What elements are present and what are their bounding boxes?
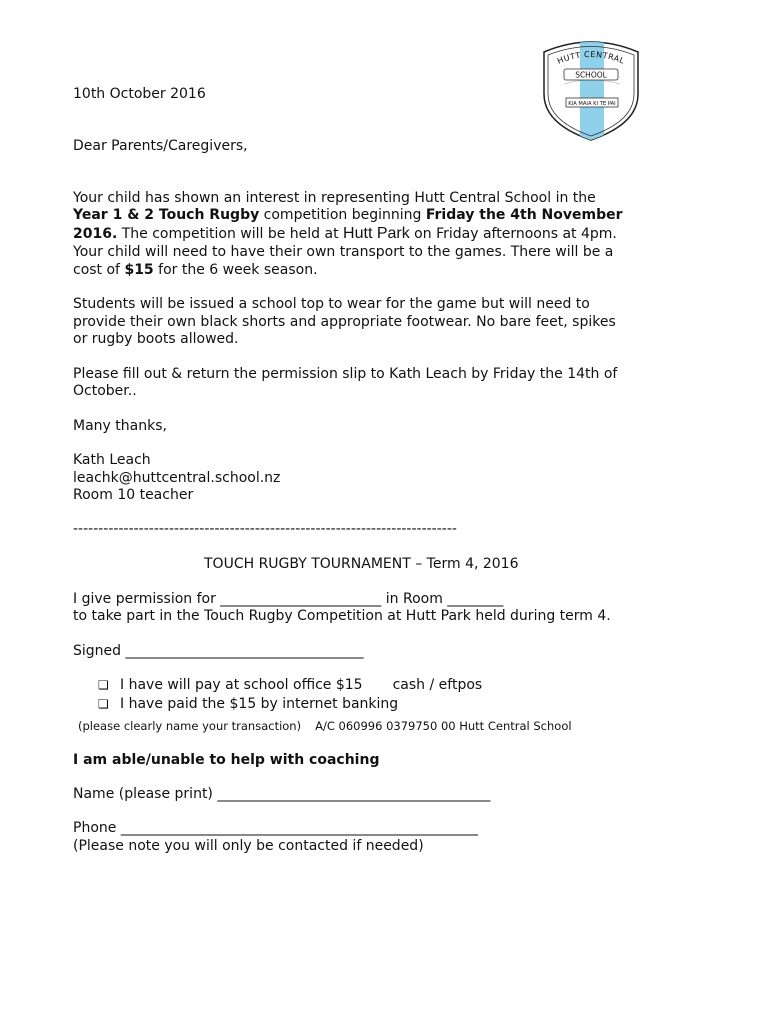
permission-line-2: to take part in the Touch Rugby Competition at Hutt Park held during term 4. (73, 608, 611, 624)
letter-date: 10th October 2016 (73, 86, 206, 102)
signature-room: Room 10 teacher (73, 487, 194, 503)
paragraph-2-line-1: Students will be issued a school top to wear for the game but will need to (73, 296, 590, 312)
signature-email: leachk@huttcentral.school.nz (73, 470, 281, 486)
svg-text:KIA MAIA KI TE PAI: KIA MAIA KI TE PAI (568, 101, 616, 107)
transaction-note: (please clearly name your transaction) A/C 060996 0379750 00 Hutt Central School (78, 719, 572, 733)
paragraph-2-line-3: or rugby boots allowed. (73, 331, 239, 347)
paragraph-1-line-2: Year 1 & 2 Touch Rugby competition beginning Friday the 4th November (73, 207, 623, 223)
svg-text:HUTT CENTRAL: HUTT CENTRAL (556, 49, 626, 66)
slip-title: TOUCH RUGBY TOURNAMENT – Term 4, 2016 (204, 556, 519, 572)
closing-thanks: Many thanks, (73, 418, 167, 434)
paragraph-3-line-2: October.. (73, 383, 137, 399)
payment-option-internet: ❏ I have paid the $15 by internet banking (98, 696, 399, 712)
svg-text:SCHOOL: SCHOOL (575, 70, 607, 80)
letter-greeting: Dear Parents/Caregivers, (73, 138, 248, 154)
school-crest-logo (540, 38, 642, 142)
tear-off-divider: ---------------------------------------------------------------------------- (73, 521, 457, 537)
phone-line: Phone ___________________________________________________ (73, 820, 478, 836)
paragraph-2-line-2: provide their own black shorts and appropriate footwear. No bare feet, spikes (73, 314, 616, 330)
name-print-line: Name (please print) _______________________________________ (73, 786, 491, 802)
signature-name: Kath Leach (73, 452, 151, 468)
signed-line: Signed __________________________________ (73, 643, 364, 659)
paragraph-3-line-1: Please fill out & return the permission slip to Kath Leach by Friday the 14th of (73, 366, 618, 382)
paragraph-1-line-4: Your child will need to have their own transport to the games. There will be a (73, 244, 614, 260)
payment-option-office: ❏ I have will pay at school office $15 cash / eftpos (98, 677, 483, 693)
checkbox-icon: ❏ (98, 678, 109, 692)
permission-line-1: I give permission for _______________________ in Room ________ (73, 591, 504, 607)
coaching-heading: I am able/unable to help with coaching (73, 752, 380, 768)
paragraph-1-line-3: 2016. The competition will be held at Hutt Park on Friday afternoons at 4pm. (73, 225, 617, 242)
paragraph-1-line-5: cost of $15 for the 6 week season. (73, 262, 318, 278)
phone-note: (Please note you will only be contacted if needed) (73, 838, 424, 854)
checkbox-icon: ❏ (98, 697, 109, 711)
paragraph-1-line-1: Your child has shown an interest in representing Hutt Central School in the (73, 190, 596, 206)
